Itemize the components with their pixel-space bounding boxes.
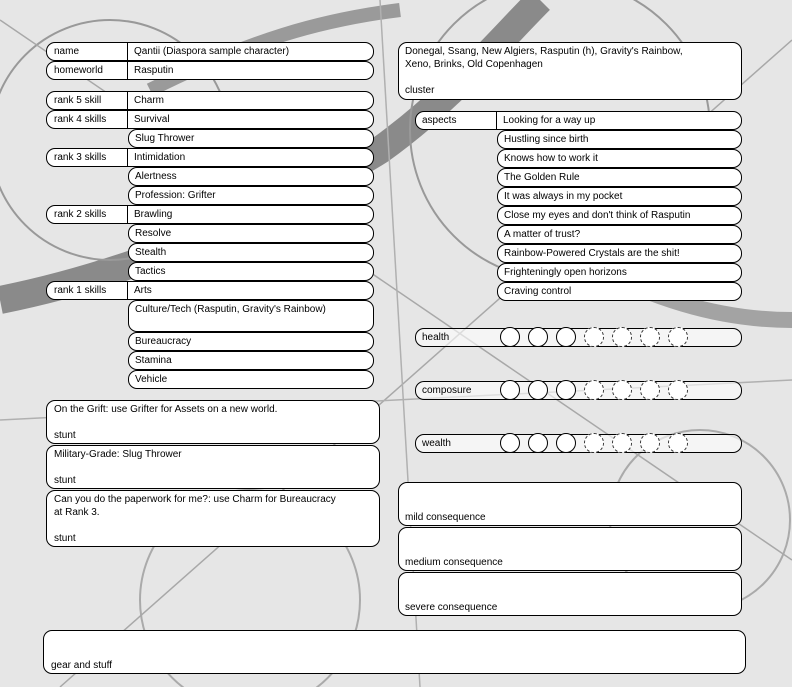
skill-row-rank2-1[interactable] (46, 205, 374, 224)
stress-box-7[interactable] (668, 433, 688, 453)
skill-row-rank5-1[interactable] (46, 91, 374, 110)
severe-consequence-box[interactable] (398, 572, 742, 616)
homeworld-field[interactable] (46, 61, 374, 80)
aspect-row-4[interactable] (497, 168, 742, 187)
skill-row-rank1-5[interactable] (128, 370, 374, 389)
cluster-label: cluster (405, 85, 435, 96)
wealth-label: wealth (422, 438, 451, 449)
cluster-value: Donegal, Ssang, New Algiers, Rasputin (h), Gravity's Rainbow, Xeno, Brinks, Old Copenhagen (405, 46, 683, 70)
aspect-value: The Golden Rule (504, 172, 580, 183)
stress-box-5[interactable] (612, 327, 632, 347)
stress-box-5[interactable] (612, 433, 632, 453)
medium-consequence-box[interactable] (398, 527, 742, 571)
aspect-value: A matter of trust? (504, 229, 581, 240)
aspect-value: Rainbow-Powered Crystals are the shit! (504, 248, 680, 259)
skill-row-rank4-2[interactable] (128, 129, 374, 148)
stunt-text: Military-Grade: Slug Thrower (54, 449, 182, 460)
skill-value: Resolve (135, 228, 172, 239)
aspect-row-5[interactable] (497, 187, 742, 206)
aspect-value: It was always in my pocket (504, 191, 623, 202)
aspect-row-9[interactable] (497, 263, 742, 282)
stress-box-6[interactable] (640, 433, 660, 453)
aspect-value: Craving control (504, 286, 572, 297)
stunt-label: stunt (54, 430, 76, 441)
stress-box-1[interactable] (500, 433, 520, 453)
skill-value: Arts (134, 285, 152, 296)
homeworld-label: homeworld (54, 65, 103, 76)
stress-box-3[interactable] (556, 327, 576, 347)
aspects-label: aspects (422, 115, 457, 126)
stress-box-5[interactable] (612, 380, 632, 400)
rank4-label: rank 4 skills (54, 114, 107, 125)
wealth-track-bar[interactable] (415, 434, 742, 453)
rank2-label: rank 2 skills (54, 209, 107, 220)
stress-box-4[interactable] (584, 380, 604, 400)
rank3-label: rank 3 skills (54, 152, 107, 163)
rank5-label: rank 5 skill (54, 95, 102, 106)
mild-consequence-label: mild consequence (405, 512, 486, 523)
skill-value: Intimidation (134, 152, 186, 163)
skill-value: Culture/Tech (Rasputin, Gravity's Rainbow) (135, 304, 326, 315)
composure-label: composure (422, 385, 472, 396)
aspect-row-7[interactable] (497, 225, 742, 244)
aspect-row-2[interactable] (497, 130, 742, 149)
health-track-bar[interactable] (415, 328, 742, 347)
skill-value: Brawling (134, 209, 173, 220)
aspect-row-1[interactable] (415, 111, 742, 130)
mild-consequence-box[interactable] (398, 482, 742, 526)
aspect-row-8[interactable] (497, 244, 742, 263)
aspect-row-6[interactable] (497, 206, 742, 225)
composure-track-bar[interactable] (415, 381, 742, 400)
stress-box-3[interactable] (556, 433, 576, 453)
name-value: Qantii (Diaspora sample character) (134, 46, 290, 57)
skill-value: Survival (134, 114, 170, 125)
skill-value: Vehicle (135, 374, 168, 385)
skill-row-rank2-4[interactable] (128, 262, 374, 281)
stress-box-2[interactable] (528, 433, 548, 453)
skill-value: Slug Thrower (135, 133, 195, 144)
stunt-label: stunt (54, 475, 76, 486)
aspect-value: Knows how to work it (504, 153, 598, 164)
health-label: health (422, 332, 450, 343)
skill-row-rank3-1[interactable] (46, 148, 374, 167)
skill-row-rank3-3[interactable] (128, 186, 374, 205)
stunt-box-1[interactable] (46, 400, 380, 444)
stress-box-1[interactable] (500, 327, 520, 347)
name-label: name (54, 46, 80, 57)
stress-box-4[interactable] (584, 433, 604, 453)
skill-value: Tactics (135, 266, 166, 277)
aspect-value: Hustling since birth (504, 134, 589, 145)
stress-box-6[interactable] (640, 380, 660, 400)
stress-box-7[interactable] (668, 380, 688, 400)
stress-box-6[interactable] (640, 327, 660, 347)
skill-row-rank2-2[interactable] (128, 224, 374, 243)
skill-row-rank3-2[interactable] (128, 167, 374, 186)
skill-value: Bureaucracy (135, 336, 192, 347)
skill-row-rank1-1[interactable] (46, 281, 374, 300)
name-field[interactable] (46, 42, 374, 61)
stunt-box-3[interactable] (46, 490, 380, 547)
skill-row-rank4-1[interactable] (46, 110, 374, 129)
stunt-text: Can you do the paperwork for me?: use Charm for Bureaucracy at Rank 3. (54, 494, 336, 518)
homeworld-value: Rasputin (134, 65, 174, 76)
gear-box[interactable] (43, 630, 746, 674)
stunt-text: On the Grift: use Grifter for Assets on a new world. (54, 404, 278, 415)
severe-consequence-label: severe consequence (405, 602, 498, 613)
cluster-box[interactable] (398, 42, 742, 100)
skill-row-rank1-4[interactable] (128, 351, 374, 370)
aspect-value: Frighteningly open horizons (504, 267, 627, 278)
skill-value: Stamina (135, 355, 172, 366)
skill-row-rank2-3[interactable] (128, 243, 374, 262)
stress-box-2[interactable] (528, 380, 548, 400)
gear-label: gear and stuff (51, 660, 112, 671)
rank1-label: rank 1 skills (54, 285, 107, 296)
skill-value: Stealth (135, 247, 167, 258)
stress-box-3[interactable] (556, 380, 576, 400)
aspect-value: Close my eyes and don't think of Rasputin (504, 210, 691, 221)
skill-value: Profession: Grifter (135, 190, 216, 201)
stress-box-7[interactable] (668, 327, 688, 347)
skill-value: Charm (134, 95, 165, 106)
skill-row-rank1-3[interactable] (128, 332, 374, 351)
stunt-label: stunt (54, 533, 76, 544)
stress-box-4[interactable] (584, 327, 604, 347)
stress-box-1[interactable] (500, 380, 520, 400)
stress-box-2[interactable] (528, 327, 548, 347)
aspect-row-10[interactable] (497, 282, 742, 301)
aspect-value: Looking for a way up (503, 115, 596, 126)
skill-row-rank1-2[interactable] (128, 300, 374, 332)
medium-consequence-label: medium consequence (405, 557, 503, 568)
skill-value: Alertness (135, 171, 177, 182)
stunt-box-2[interactable] (46, 445, 380, 489)
aspect-row-3[interactable] (497, 149, 742, 168)
